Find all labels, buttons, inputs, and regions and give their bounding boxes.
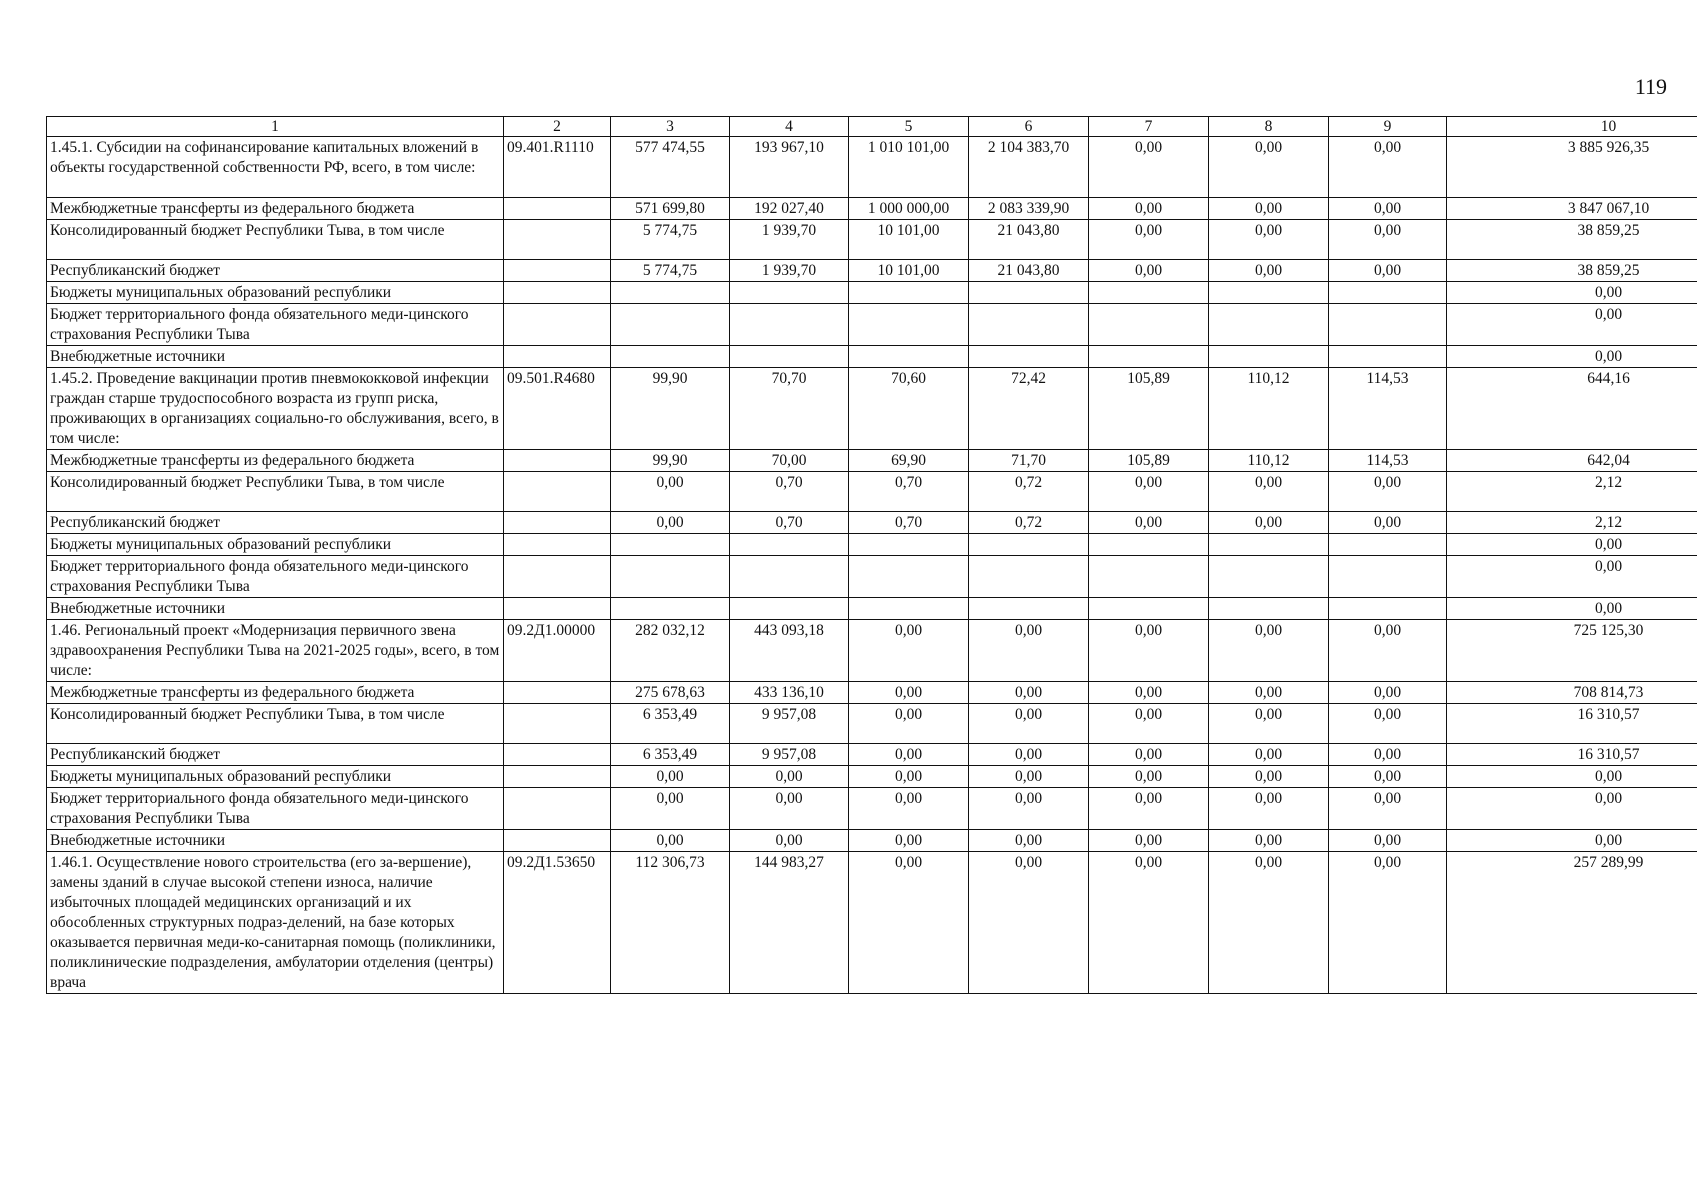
row-description: 1.45.2. Проведение вакцинации против пневмококковой инфекции граждан старше трудоспособного возраста из групп риска, проживающих в организациях социально-го обслуживания, всего, в том числе: bbox=[47, 368, 504, 450]
value-cell: 282 032,12 bbox=[611, 620, 730, 682]
value-cell: 16 310,57 bbox=[1447, 744, 1697, 766]
value-cell: 0,00 bbox=[1447, 304, 1697, 346]
value-cell: 105,89 bbox=[1089, 450, 1209, 472]
value-cell: 0,00 bbox=[1209, 788, 1329, 830]
value-cell: 3 847 067,10 bbox=[1447, 198, 1697, 220]
value-cell bbox=[969, 556, 1089, 598]
value-cell bbox=[1209, 598, 1329, 620]
value-cell: 2,12 bbox=[1447, 512, 1697, 534]
value-cell: 1 939,70 bbox=[730, 220, 849, 260]
row-description: Бюджеты муниципальных образований республики bbox=[47, 534, 504, 556]
table-row bbox=[47, 304, 1697, 346]
value-cell: 0,00 bbox=[1209, 620, 1329, 682]
value-cell bbox=[1089, 534, 1209, 556]
value-cell: 112 306,73 bbox=[611, 852, 730, 994]
value-cell: 0,00 bbox=[1329, 766, 1447, 788]
value-cell: 0,00 bbox=[1209, 852, 1329, 994]
row-description: Республиканский бюджет bbox=[47, 260, 504, 282]
value-cell: 21 043,80 bbox=[969, 220, 1089, 260]
value-cell: 571 699,80 bbox=[611, 198, 730, 220]
table-row bbox=[47, 368, 1697, 450]
table-row bbox=[47, 472, 1697, 512]
value-cell bbox=[611, 556, 730, 598]
value-cell: 114,53 bbox=[1329, 368, 1447, 450]
value-cell: 70,00 bbox=[730, 450, 849, 472]
value-cell: 0,72 bbox=[969, 472, 1089, 512]
value-cell: 192 027,40 bbox=[730, 198, 849, 220]
value-cell: 0,00 bbox=[1209, 682, 1329, 704]
value-cell: 0,00 bbox=[849, 766, 969, 788]
value-cell: 0,00 bbox=[849, 744, 969, 766]
value-cell: 0,00 bbox=[1329, 137, 1447, 198]
value-cell: 0,00 bbox=[1209, 137, 1329, 198]
row-description: Бюджеты муниципальных образований республики bbox=[47, 282, 504, 304]
value-cell: 0,00 bbox=[1089, 260, 1209, 282]
value-cell: 0,00 bbox=[730, 766, 849, 788]
value-cell: 38 859,25 bbox=[1447, 220, 1697, 260]
value-cell: 0,00 bbox=[969, 620, 1089, 682]
value-cell bbox=[969, 534, 1089, 556]
value-cell bbox=[611, 282, 730, 304]
value-cell bbox=[849, 556, 969, 598]
value-cell: 0,00 bbox=[1089, 682, 1209, 704]
value-cell: 0,00 bbox=[1329, 198, 1447, 220]
column-header: 6 bbox=[969, 117, 1089, 137]
value-cell: 0,00 bbox=[969, 766, 1089, 788]
value-cell bbox=[730, 556, 849, 598]
table-row bbox=[47, 260, 1697, 282]
value-cell: 642,04 bbox=[1447, 450, 1697, 472]
value-cell: 5 774,75 bbox=[611, 220, 730, 260]
row-description: Бюджет территориального фонда обязательного меди-цинского страхования Республики Тыва bbox=[47, 304, 504, 346]
value-cell bbox=[611, 598, 730, 620]
value-cell: 0,00 bbox=[969, 852, 1089, 994]
value-cell: 2,12 bbox=[1447, 472, 1697, 512]
budget-code bbox=[504, 744, 611, 766]
value-cell: 0,00 bbox=[1089, 220, 1209, 260]
value-cell bbox=[1089, 282, 1209, 304]
column-header: 2 bbox=[504, 117, 611, 137]
budget-code bbox=[504, 304, 611, 346]
value-cell: 0,00 bbox=[1089, 704, 1209, 744]
value-cell bbox=[730, 534, 849, 556]
value-cell: 105,89 bbox=[1089, 368, 1209, 450]
budget-code bbox=[504, 260, 611, 282]
table-row bbox=[47, 620, 1697, 682]
value-cell: 38 859,25 bbox=[1447, 260, 1697, 282]
value-cell: 443 093,18 bbox=[730, 620, 849, 682]
value-cell: 9 957,08 bbox=[730, 744, 849, 766]
budget-code bbox=[504, 534, 611, 556]
value-cell: 0,00 bbox=[1089, 852, 1209, 994]
value-cell bbox=[1329, 598, 1447, 620]
value-cell: 72,42 bbox=[969, 368, 1089, 450]
value-cell bbox=[1329, 346, 1447, 368]
value-cell: 0,00 bbox=[1447, 534, 1697, 556]
value-cell bbox=[1329, 304, 1447, 346]
value-cell: 0,00 bbox=[1209, 744, 1329, 766]
value-cell bbox=[849, 598, 969, 620]
row-description: 1.46.1. Осуществление нового строительства (его за-вершение), замены зданий в случае высокой степени износа, наличие избыточных площадей медицинских организаций и их обособленных структурных подраз-делений, на базе которых оказывается первичная меди-ко-санитарная помощь (поликлиники, поликлинические подразделения, амбулатории отделения (центры) врача bbox=[47, 852, 504, 994]
value-cell: 0,00 bbox=[849, 682, 969, 704]
value-cell: 275 678,63 bbox=[611, 682, 730, 704]
value-cell bbox=[849, 534, 969, 556]
value-cell: 0,00 bbox=[1209, 260, 1329, 282]
value-cell bbox=[849, 282, 969, 304]
value-cell bbox=[1089, 556, 1209, 598]
row-description: Внебюджетные источники bbox=[47, 598, 504, 620]
value-cell: 144 983,27 bbox=[730, 852, 849, 994]
value-cell: 0,00 bbox=[1329, 788, 1447, 830]
value-cell: 0,72 bbox=[969, 512, 1089, 534]
value-cell: 9 957,08 bbox=[730, 704, 849, 744]
value-cell: 110,12 bbox=[1209, 368, 1329, 450]
row-description: Республиканский бюджет bbox=[47, 512, 504, 534]
value-cell: 0,00 bbox=[1447, 346, 1697, 368]
value-cell: 5 774,75 bbox=[611, 260, 730, 282]
budget-code bbox=[504, 282, 611, 304]
column-header: 8 bbox=[1209, 117, 1329, 137]
value-cell bbox=[1209, 346, 1329, 368]
row-description: 1.46. Региональный проект «Модернизация первичного звена здравоохранения Республики Тыва на 2021-2025 годы», всего, в том числе: bbox=[47, 620, 504, 682]
row-description: Межбюджетные трансферты из федерального бюджета bbox=[47, 198, 504, 220]
value-cell bbox=[1089, 598, 1209, 620]
column-header: 1 bbox=[47, 117, 504, 137]
row-description: Республиканский бюджет bbox=[47, 744, 504, 766]
table-row bbox=[47, 852, 1697, 994]
table-row bbox=[47, 682, 1697, 704]
budget-code bbox=[504, 450, 611, 472]
value-cell: 0,00 bbox=[1329, 620, 1447, 682]
value-cell: 2 083 339,90 bbox=[969, 198, 1089, 220]
value-cell: 0,00 bbox=[1329, 512, 1447, 534]
value-cell: 0,00 bbox=[1447, 598, 1697, 620]
value-cell: 0,00 bbox=[969, 704, 1089, 744]
value-cell: 708 814,73 bbox=[1447, 682, 1697, 704]
value-cell: 0,00 bbox=[1089, 788, 1209, 830]
value-cell: 99,90 bbox=[611, 368, 730, 450]
budget-code bbox=[504, 704, 611, 744]
value-cell bbox=[730, 304, 849, 346]
value-cell: 0,00 bbox=[849, 620, 969, 682]
value-cell: 0,70 bbox=[849, 472, 969, 512]
page-number: 119 bbox=[1634, 74, 1667, 99]
value-cell: 0,00 bbox=[1447, 282, 1697, 304]
budget-code: 09.2Д1.53650 bbox=[504, 852, 611, 994]
value-cell bbox=[1209, 534, 1329, 556]
budget-code bbox=[504, 220, 611, 260]
budget-table bbox=[46, 116, 1697, 994]
budget-code bbox=[504, 788, 611, 830]
row-description: Консолидированный бюджет Республики Тыва, в том числе bbox=[47, 220, 504, 260]
value-cell bbox=[849, 346, 969, 368]
value-cell bbox=[1089, 304, 1209, 346]
value-cell: 577 474,55 bbox=[611, 137, 730, 198]
value-cell: 71,70 bbox=[969, 450, 1089, 472]
budget-code bbox=[504, 766, 611, 788]
budget-code: 09.2Д1.00000 bbox=[504, 620, 611, 682]
table-row bbox=[47, 788, 1697, 830]
value-cell: 0,00 bbox=[730, 788, 849, 830]
value-cell: 1 010 101,00 bbox=[849, 137, 969, 198]
value-cell: 6 353,49 bbox=[611, 744, 730, 766]
value-cell: 69,90 bbox=[849, 450, 969, 472]
value-cell: 0,00 bbox=[611, 788, 730, 830]
value-cell: 0,00 bbox=[849, 852, 969, 994]
budget-code bbox=[504, 346, 611, 368]
value-cell bbox=[969, 282, 1089, 304]
value-cell: 70,70 bbox=[730, 368, 849, 450]
value-cell bbox=[969, 304, 1089, 346]
table-row bbox=[47, 282, 1697, 304]
table-row bbox=[47, 137, 1697, 198]
column-header: 7 bbox=[1089, 117, 1209, 137]
row-description: Консолидированный бюджет Республики Тыва, в том числе bbox=[47, 704, 504, 744]
value-cell: 0,70 bbox=[730, 512, 849, 534]
value-cell: 0,00 bbox=[1447, 788, 1697, 830]
table-row bbox=[47, 534, 1697, 556]
value-cell: 10 101,00 bbox=[849, 220, 969, 260]
column-header: 10 bbox=[1447, 117, 1697, 137]
table-row bbox=[47, 512, 1697, 534]
value-cell: 0,00 bbox=[969, 788, 1089, 830]
row-description: Бюджет территориального фонда обязательного меди-цинского страхования Республики Тыва bbox=[47, 556, 504, 598]
row-description: Межбюджетные трансферты из федерального бюджета bbox=[47, 682, 504, 704]
value-cell: 0,00 bbox=[1329, 260, 1447, 282]
value-cell: 0,00 bbox=[1089, 620, 1209, 682]
budget-code bbox=[504, 198, 611, 220]
value-cell: 0,00 bbox=[730, 830, 849, 852]
value-cell: 2 104 383,70 bbox=[969, 137, 1089, 198]
column-header: 3 bbox=[611, 117, 730, 137]
value-cell: 0,00 bbox=[1089, 512, 1209, 534]
value-cell bbox=[1209, 282, 1329, 304]
value-cell bbox=[1329, 282, 1447, 304]
value-cell: 0,00 bbox=[1209, 198, 1329, 220]
value-cell: 0,00 bbox=[611, 472, 730, 512]
budget-code bbox=[504, 598, 611, 620]
table-row bbox=[47, 198, 1697, 220]
value-cell: 0,00 bbox=[1089, 472, 1209, 512]
value-cell: 0,00 bbox=[611, 766, 730, 788]
value-cell: 16 310,57 bbox=[1447, 704, 1697, 744]
value-cell bbox=[1329, 556, 1447, 598]
table-row bbox=[47, 830, 1697, 852]
value-cell: 0,00 bbox=[849, 830, 969, 852]
value-cell bbox=[611, 534, 730, 556]
value-cell: 433 136,10 bbox=[730, 682, 849, 704]
value-cell: 193 967,10 bbox=[730, 137, 849, 198]
value-cell: 0,00 bbox=[969, 682, 1089, 704]
table-row bbox=[47, 556, 1697, 598]
value-cell: 0,00 bbox=[1209, 472, 1329, 512]
value-cell: 0,00 bbox=[611, 830, 730, 852]
value-cell: 10 101,00 bbox=[849, 260, 969, 282]
table-row bbox=[47, 598, 1697, 620]
table-row bbox=[47, 744, 1697, 766]
value-cell bbox=[1209, 304, 1329, 346]
value-cell bbox=[969, 598, 1089, 620]
column-header: 5 bbox=[849, 117, 969, 137]
table-row bbox=[47, 220, 1697, 260]
value-cell: 0,70 bbox=[730, 472, 849, 512]
value-cell: 0,00 bbox=[1209, 766, 1329, 788]
value-cell: 0,00 bbox=[1447, 766, 1697, 788]
value-cell: 257 289,99 bbox=[1447, 852, 1697, 994]
value-cell: 114,53 bbox=[1329, 450, 1447, 472]
value-cell: 110,12 bbox=[1209, 450, 1329, 472]
value-cell: 0,70 bbox=[849, 512, 969, 534]
table-row bbox=[47, 346, 1697, 368]
value-cell: 0,00 bbox=[1329, 220, 1447, 260]
value-cell: 0,00 bbox=[849, 788, 969, 830]
value-cell: 0,00 bbox=[969, 744, 1089, 766]
value-cell: 0,00 bbox=[1089, 198, 1209, 220]
value-cell: 1 000 000,00 bbox=[849, 198, 969, 220]
value-cell: 1 939,70 bbox=[730, 260, 849, 282]
value-cell: 0,00 bbox=[1209, 512, 1329, 534]
table-row bbox=[47, 704, 1697, 744]
value-cell bbox=[730, 346, 849, 368]
value-cell bbox=[1089, 346, 1209, 368]
row-description: Внебюджетные источники bbox=[47, 346, 504, 368]
table-row bbox=[47, 766, 1697, 788]
budget-code bbox=[504, 512, 611, 534]
value-cell: 3 885 926,35 bbox=[1447, 137, 1697, 198]
value-cell: 0,00 bbox=[1209, 220, 1329, 260]
row-description: Внебюджетные источники bbox=[47, 830, 504, 852]
value-cell bbox=[1329, 534, 1447, 556]
row-description: Межбюджетные трансферты из федерального бюджета bbox=[47, 450, 504, 472]
value-cell: 0,00 bbox=[1329, 472, 1447, 512]
value-cell: 0,00 bbox=[1329, 682, 1447, 704]
value-cell bbox=[849, 304, 969, 346]
value-cell: 0,00 bbox=[849, 704, 969, 744]
row-description: Бюджеты муниципальных образований республики bbox=[47, 766, 504, 788]
budget-code bbox=[504, 556, 611, 598]
row-description: 1.45.1. Субсидии на софинансирование капитальных вложений в объекты государственной собственности РФ, всего, в том числе: bbox=[47, 137, 504, 198]
value-cell: 6 353,49 bbox=[611, 704, 730, 744]
value-cell: 0,00 bbox=[1089, 744, 1209, 766]
budget-code bbox=[504, 472, 611, 512]
column-header: 9 bbox=[1329, 117, 1447, 137]
value-cell: 21 043,80 bbox=[969, 260, 1089, 282]
value-cell: 0,00 bbox=[1089, 766, 1209, 788]
value-cell: 0,00 bbox=[611, 512, 730, 534]
table-row bbox=[47, 450, 1697, 472]
budget-code bbox=[504, 682, 611, 704]
value-cell bbox=[969, 346, 1089, 368]
budget-code: 09.401.R1110 bbox=[504, 137, 611, 198]
value-cell: 725 125,30 bbox=[1447, 620, 1697, 682]
value-cell: 0,00 bbox=[1089, 830, 1209, 852]
value-cell: 0,00 bbox=[1329, 744, 1447, 766]
value-cell: 0,00 bbox=[1447, 556, 1697, 598]
value-cell: 0,00 bbox=[1329, 704, 1447, 744]
value-cell: 0,00 bbox=[969, 830, 1089, 852]
column-header: 4 bbox=[730, 117, 849, 137]
budget-code bbox=[504, 830, 611, 852]
value-cell bbox=[611, 346, 730, 368]
value-cell bbox=[611, 304, 730, 346]
value-cell: 0,00 bbox=[1089, 137, 1209, 198]
value-cell bbox=[730, 598, 849, 620]
value-cell: 0,00 bbox=[1329, 852, 1447, 994]
row-description: Бюджет территориального фонда обязательного меди-цинского страхования Республики Тыва bbox=[47, 788, 504, 830]
value-cell: 644,16 bbox=[1447, 368, 1697, 450]
header-row bbox=[47, 117, 1697, 137]
value-cell: 0,00 bbox=[1209, 830, 1329, 852]
budget-code: 09.501.R4680 bbox=[504, 368, 611, 450]
value-cell bbox=[1209, 556, 1329, 598]
value-cell bbox=[730, 282, 849, 304]
row-description: Консолидированный бюджет Республики Тыва, в том числе bbox=[47, 472, 504, 512]
value-cell: 0,00 bbox=[1447, 830, 1697, 852]
value-cell: 70,60 bbox=[849, 368, 969, 450]
value-cell: 0,00 bbox=[1329, 830, 1447, 852]
value-cell: 0,00 bbox=[1209, 704, 1329, 744]
value-cell: 99,90 bbox=[611, 450, 730, 472]
